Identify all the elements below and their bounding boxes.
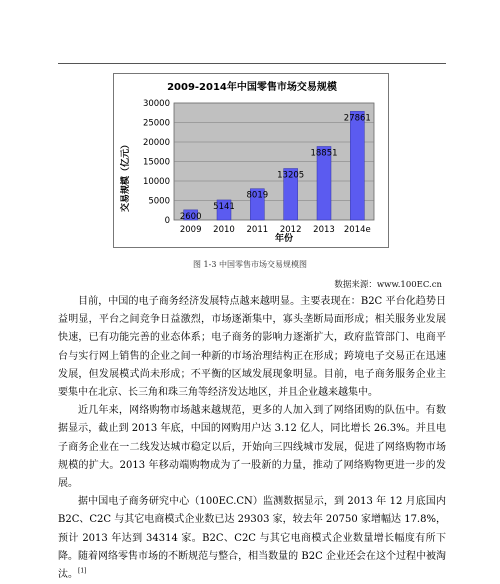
bar-chart bbox=[114, 74, 390, 249]
y-tick-label: 10000 bbox=[142, 177, 170, 187]
x-tick-label: 2012 bbox=[279, 225, 302, 235]
x-tick-label: 2014e bbox=[343, 225, 371, 235]
chart-y-axis-label: 交易规模（亿元） bbox=[121, 139, 131, 213]
paragraph: 目前，中国的电子商务经济发展特点越来越明显。主要表现在：B2C 平台化趋势日益明显，平台之间竞争日益激烈，市场逐渐集中，寡头垄断局面形成；相关服务业发展快速，已有功能完善的业态体系；电子商务的影响力逐渐扩大，政府监管部门、电商平台与实行网上销售的企业之间一种新的市场治理结构正在形成；跨境电子交易正在迅速发展，但发展模式尚未形成；不平衡的区域发展现象明显。目前，电子商务服务企业主要集中在北京、长三角和珠三角等经济发达地区，并且企业越来越集中。 bbox=[58, 296, 446, 399]
figure-chart bbox=[113, 73, 389, 248]
x-tick-label: 2013 bbox=[313, 225, 335, 235]
figure-caption: 图 1-3 中国零售市场交易规模图 bbox=[193, 260, 307, 269]
x-tick-label: 2010 bbox=[213, 225, 235, 235]
header-rule bbox=[58, 63, 446, 64]
y-tick-label: 25000 bbox=[142, 118, 170, 129]
body-text bbox=[58, 293, 446, 584]
y-tick-label: 30000 bbox=[142, 99, 170, 109]
bar bbox=[350, 111, 364, 220]
x-tick-label: 2011 bbox=[246, 225, 269, 235]
bar-value-label: 2600 bbox=[179, 211, 202, 222]
bar-value-label: 5141 bbox=[213, 201, 235, 212]
bar-value-label: 18851 bbox=[310, 148, 338, 159]
bar-value-label: 13205 bbox=[277, 170, 305, 181]
footnote-ref: [1] bbox=[78, 567, 87, 575]
y-tick-label: 0 bbox=[164, 216, 170, 226]
x-tick-label: 2009 bbox=[179, 225, 202, 235]
paragraph-text: 据中国电子商务研究中心（100EC.CN）监测数据显示，到 2013 年 12 月底国内 B2C、C2C 与其它电商模式企业数已达 29303 家，较去年 20750 家增幅达 17.8%，预计 2013 年达到 34314 家。B2C、C2C 与其它电商模式企业数量增长幅度有所下降。随着网络零售市场的不断规范与整合，相当数量的 B2C 企业还会在这个过程中被淘汰。 bbox=[58, 496, 446, 581]
y-tick-label: 5000 bbox=[148, 196, 170, 207]
chart-x-axis-label: 年份 bbox=[274, 234, 294, 244]
bar-value-label: 27861 bbox=[343, 113, 371, 124]
chart-title: 2009-2014年中国零售市场交易规模 bbox=[167, 82, 337, 93]
paragraph bbox=[58, 493, 446, 584]
data-source: 数据来源：www.100EC.cn bbox=[334, 280, 442, 290]
y-tick-label: 20000 bbox=[142, 138, 170, 148]
paragraph: 近几年来，网络购物市场越来越规范，更多的人加入到了网络团购的队伍中。有数据显示，截止到 2013 年底，中国的网购用户达 3.12 亿人，同比增长 26.3%。并且电子商务企业在一二线发达城市稳定以后，开始向三四线城市发展，促进了网络购物市场规模的扩大。2013 年移动端购物成为了一股新的力量，推动了网络购物更进一步的发展。 bbox=[58, 405, 446, 490]
bar-value-label: 8019 bbox=[246, 190, 269, 201]
y-tick-label: 15000 bbox=[142, 157, 170, 168]
